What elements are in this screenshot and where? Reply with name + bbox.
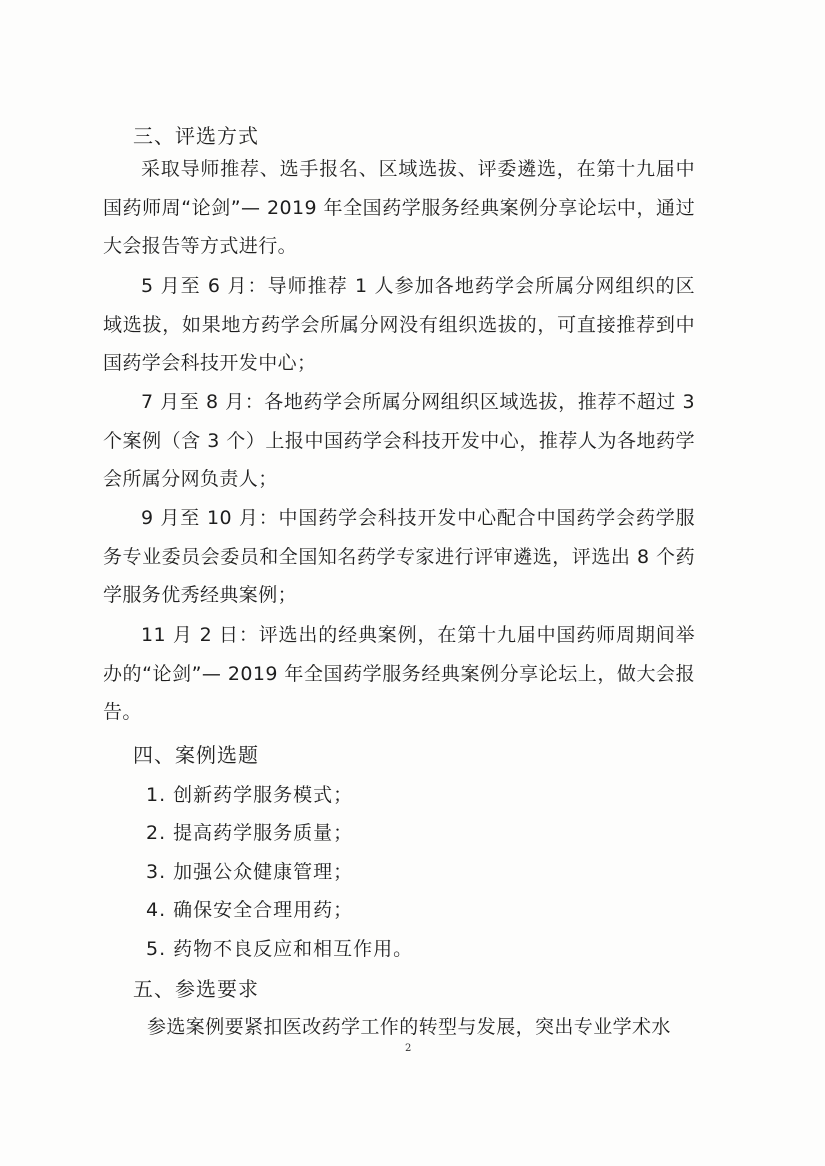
topic-item: 4. 确保安全合理用药； <box>146 899 354 921</box>
section-3-paragraph-2: 5 月至 6 月：导师推荐 1 人参加各地药学会所属分网组织的区域选拔，如果地方药学会所属分网没有组织选拔的，可直接推荐到中国药学会科技开发中心； <box>103 275 695 375</box>
topic-item: 1. 创新药学服务模式； <box>146 784 354 806</box>
section-5-heading: 五、参选要求 <box>133 977 259 1001</box>
section-3-paragraph-1: 采取导师推荐、选手报名、区域选拔、评委遴选，在第十九届中国药师周“论剑”— 2019 年全国药学服务经典案例分享论坛中，通过大会报告等方式进行。 <box>103 158 695 258</box>
section-3-paragraph-3: 7 月至 8 月：各地药学会所属分网组织区域选拔，推荐不超过 3 个案例（含 3 个）上报中国药学会科技开发中心，推荐人为各地药学会所属分网负责人； <box>103 391 695 491</box>
section-3-paragraph-5: 11 月 2 日：评选出的经典案例，在第十九届中国药师周期间举办的“论剑”— 2019 年全国药学服务经典案例分享论坛上，做大会报告。 <box>103 624 695 724</box>
section-3-heading: 三、评选方式 <box>133 124 259 148</box>
page-number: 2 <box>405 1043 412 1054</box>
topic-item: 3. 加强公众健康管理； <box>146 861 354 883</box>
section-4-heading: 四、案例选题 <box>133 743 259 767</box>
topic-item: 5. 药物不良反应和相互作用。 <box>146 938 414 960</box>
section-5-paragraph: 参选案例要紧扣医改药学工作的转型与发展，突出专业学术水 <box>147 1016 671 1038</box>
section-3-paragraph-4: 9 月至 10 月：中国药学会科技开发中心配合中国药学会药学服务专业委员会委员和全国知名药学专家进行评审遴选，评选出 8 个药学服务优秀经典案例； <box>103 507 695 607</box>
topic-item: 2. 提高药学服务质量； <box>146 822 354 844</box>
